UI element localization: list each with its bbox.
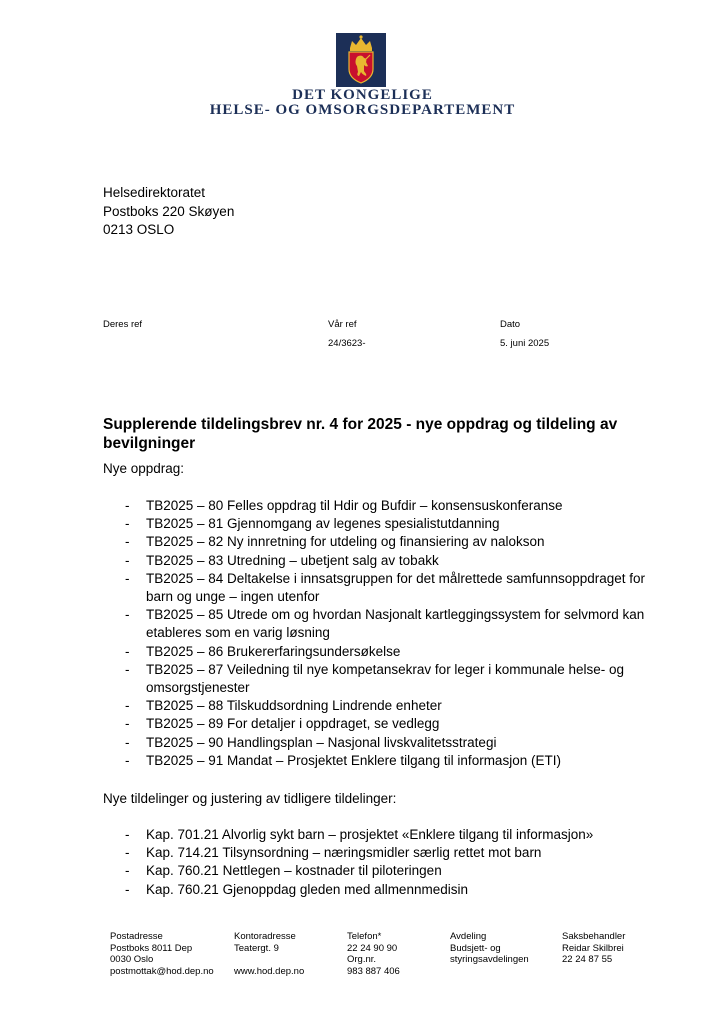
dash-bullet: -: [125, 607, 130, 623]
coat-of-arms-logo: [336, 33, 386, 87]
list-item: - Kap. 760.21 Nettlegen – kostnader til piloteringen: [103, 862, 663, 880]
department-name-line2: HELSE- OG OMSORGSDEPARTEMENT: [209, 102, 516, 118]
email-link[interactable]: postmottak@hod.dep.no: [110, 965, 214, 977]
recipient-line: Postboks 220 Skøyen: [103, 203, 235, 219]
footer-case-officer: Saksbehandler Reidar Skilbrei 22 24 87 55: [562, 931, 626, 966]
dash-bullet: -: [125, 827, 130, 842]
section2-heading: Nye tildelinger og justering av tidligere tildelinger:: [103, 791, 397, 806]
list-item: - TB2025 – 86 Brukererfaringsundersøkelse: [103, 643, 663, 661]
list-item: - TB2025 – 87 Veiledning til nye kompetansekrav for leger i kommunale helse- og omsorgstjenester: [125, 661, 625, 696]
list-item: - TB2025 – 85 Utrede om og hvordan Nasjonalt kartleggingssystem for selvmord kan etableres som en varig løsning: [125, 607, 645, 641]
list-item: - Kap. 760.21 Gjenoppdag gleden med allmennmedisin: [103, 881, 663, 899]
list-item: - TB2025 – 82 Ny innretning for utdeling og finansiering av nalokson: [103, 533, 663, 551]
footer-phone: Telefon* 22 24 90 90 Org.nr. 983 887 406: [347, 931, 400, 977]
dash-bullet: -: [125, 863, 130, 879]
footer-department: Avdeling Budsjett- og styringsavdelingen: [450, 931, 529, 966]
list-item: - TB2025 – 81 Gjennomgang av legenes spesialistutdanning: [103, 515, 663, 533]
dato-label: Dato: [500, 319, 521, 330]
dash-bullet: -: [125, 845, 130, 861]
list-item: - Kap. 701.21 Alvorlig sykt barn – prosjektet «Enklere tilgang til informasjon»: [103, 826, 663, 844]
department-name-line1: DET KONGELIGE: [292, 87, 433, 103]
dash-bullet: -: [125, 698, 130, 714]
list-item: - Kap. 714.21 Tilsynsordning – næringsmidler særlig rettet mot barn: [103, 844, 663, 862]
dash-bullet: -: [125, 516, 130, 532]
dash-bullet: -: [125, 881, 130, 897]
dash-bullet: -: [125, 734, 130, 750]
website-link[interactable]: www.hod.dep.no: [234, 965, 305, 977]
recipient-address: [103, 184, 234, 240]
list-item: - TB2025 – 83 Utredning – ubetjent salg av tobakk: [103, 552, 663, 570]
list-item: - TB2025 – 91 Mandat – Prosjektet Enklere tilgang til informasjon (ETI): [103, 752, 663, 770]
dash-bullet: -: [125, 498, 130, 513]
list-item: - TB2025 – 84 Deltakelse i innsatsgruppen for det målrettede samfunnsoppdraget for barn og unge – ingen utenfor: [125, 570, 646, 605]
assignment-list: [103, 497, 663, 770]
dash-bullet: -: [125, 661, 130, 677]
dash-bullet: -: [125, 570, 130, 586]
dato-value: 5. juni 2025: [500, 338, 550, 349]
var-ref-label: Vår ref: [328, 319, 357, 330]
dash-bullet: -: [125, 552, 130, 568]
list-item: - TB2025 – 89 For detaljer i oppdraget, se vedlegg: [103, 715, 663, 733]
allocation-list: [103, 826, 663, 899]
list-item: - TB2025 – 80 Felles oppdrag til Hdir og Bufdir – konsensuskonferanse: [103, 497, 663, 515]
dash-bullet: -: [125, 716, 130, 732]
dash-bullet: -: [125, 643, 130, 659]
recipient-line: Helsedirektoratet: [103, 185, 206, 200]
letter-title: Supplerende tildelingsbrev nr. 4 for 2025 - nye oppdrag og tildeling av bevilgninger: [103, 416, 618, 452]
deres-ref-label: Deres ref: [103, 319, 143, 330]
list-item: - TB2025 – 88 Tilskuddsordning Lindrende enheter: [103, 697, 663, 715]
dash-bullet: -: [125, 534, 130, 550]
dash-bullet: -: [125, 752, 130, 768]
footer-postal-address: Postadresse Postboks 8011 Dep 0030 Oslo postmottak@hod.dep.no: [110, 931, 214, 977]
recipient-line: 0213 OSLO: [103, 222, 175, 237]
var-ref-value: 24/3623-: [328, 338, 366, 349]
section1-heading: Nye oppdrag:: [103, 461, 185, 476]
footer-office-address: Kontoradresse Teatergt. 9 www.hod.dep.no: [234, 931, 305, 977]
list-item: - TB2025 – 90 Handlingsplan – Nasjonal livskvalitetsstrategi: [103, 734, 663, 752]
